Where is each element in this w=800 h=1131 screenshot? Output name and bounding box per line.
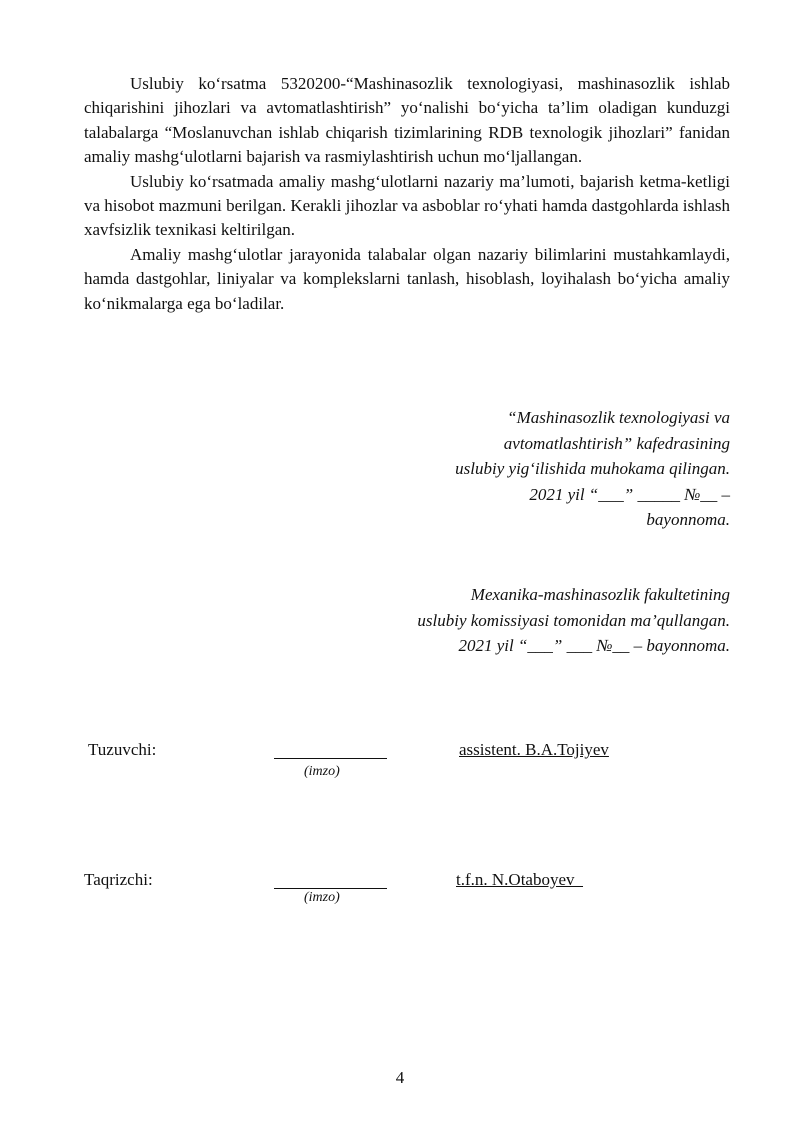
department-approval-line: bayonnoma. <box>646 510 730 529</box>
intro-paragraph-2: Uslubiy ko‘rsatmada amaliy mashg‘ulotlarni nazariy ma’lumoti, bajarish ketma-ketligi va hisobot mazmuni berilgan. Kerakli jihozlar va asboblar ro‘yhati hamda dastgohlarda ishlash xavfsizlik texnikasi keltirilgan. <box>84 171 730 240</box>
intro-text <box>84 72 730 316</box>
compiler-signature-caption: (imzo) <box>304 764 340 779</box>
department-approval-line: uslubiy yig‘ilishida muhokama qilingan. <box>455 459 730 478</box>
intro-paragraph-3: Amaliy mashg‘ulotlar jarayonida talabalar olgan nazariy bilimlarini mustahkamlaydi, hamda dastgohlar, liniyalar va komplekslarni tanlash, hisoblash, loyihalash bo‘yicha amaliy ko‘nikmalarga ega bo‘ladilar. <box>84 244 730 313</box>
faculty-approval-line: uslubiy komissiyasi tomonidan ma’qullangan. <box>417 610 730 630</box>
department-approval-line: avtomatlashtirish” kafedrasining <box>503 433 730 453</box>
department-approval-line: “Mashinasozlik texnologiyasi va <box>507 408 730 427</box>
reviewer-label: Taqrizchi: <box>84 870 153 889</box>
faculty-approval-line: 2021 yil “___” ___ №__ – bayonnoma. <box>458 636 730 655</box>
reviewer-signature-line <box>274 870 387 889</box>
reviewer-name: t.f.n. N.Otaboyev <box>456 870 584 889</box>
reviewer-signature-caption: (imzo) <box>304 890 340 905</box>
intro-paragraph-1: Uslubiy ko‘rsatma 5320200-“Mashinasozlik texnologiyasi, mashinasozlik ishlab chiqarishini jihozlari va avtomatlashtirish” yo‘nalishi bo‘yicha ta’lim oladigan kunduzgi talabalarga “Moslanuvchan ishlab chiqarish tizimlarining RDB texnologik jihozlari” fanidan amaliy mashg‘ulotlarni bajarish va rasmiylashtirish uchun mo‘ljallangan. <box>84 74 730 167</box>
page-number: 4 <box>395 1068 405 1087</box>
compiler-label: Tuzuvchi: <box>88 740 157 759</box>
department-approval <box>455 405 730 533</box>
compiler-signature-line <box>274 740 387 759</box>
department-approval-line: 2021 yil “___” _____ №__ – <box>529 484 730 504</box>
faculty-approval <box>417 582 730 659</box>
compiler-name: assistent. B.A.Tojiyev <box>459 740 609 759</box>
faculty-approval-line: Mexanika-mashinasozlik fakultetining <box>470 585 730 604</box>
